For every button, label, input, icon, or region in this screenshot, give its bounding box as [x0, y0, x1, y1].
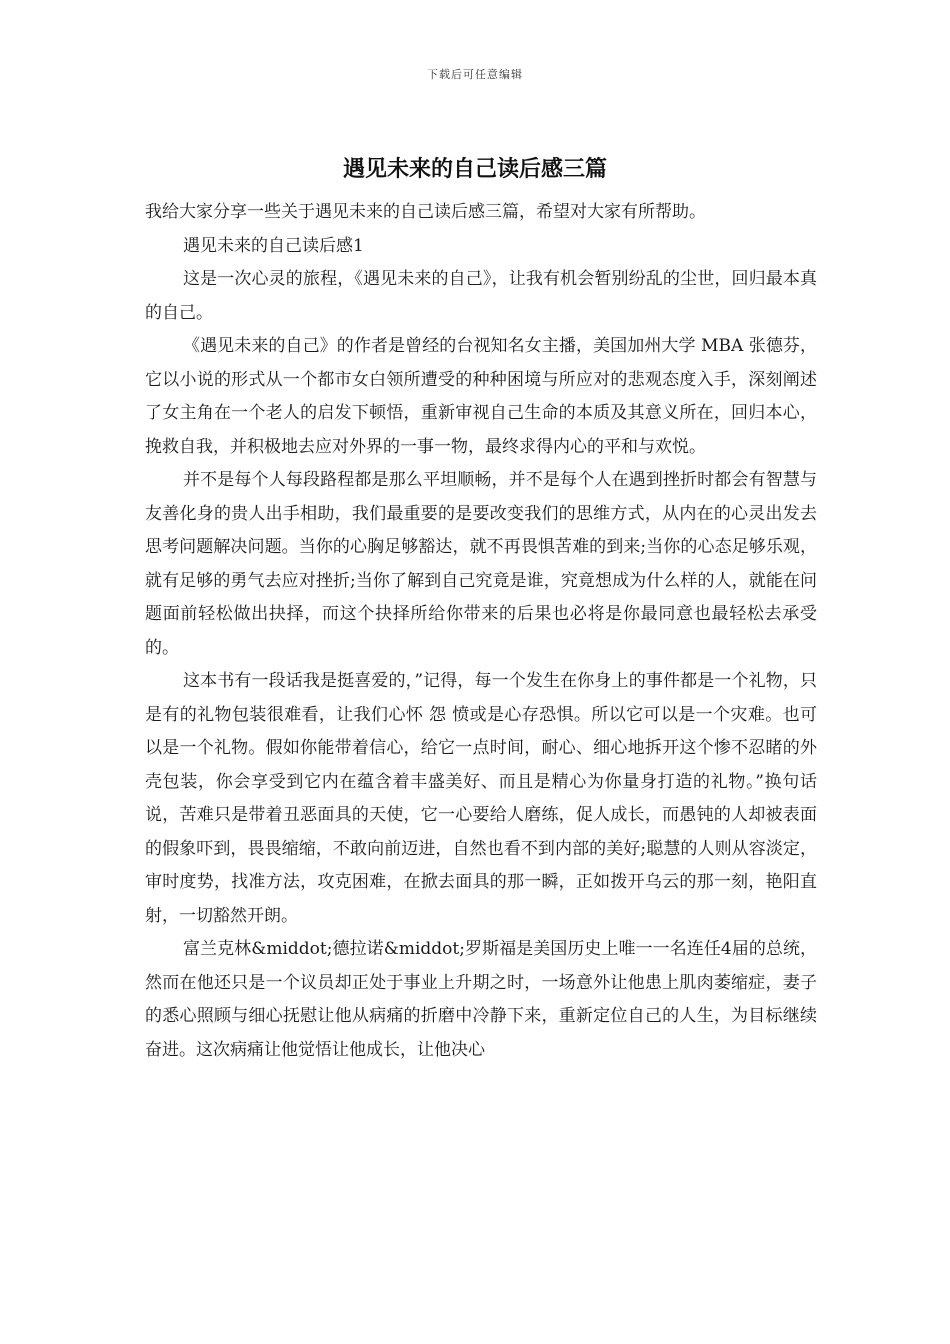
intro-paragraph: 我给大家分享一些关于遇见未来的自己读后感三篇，希望对大家有所帮助。 — [145, 202, 706, 222]
header-note: 下载后可任意编辑 — [427, 68, 523, 81]
document-body — [145, 196, 817, 1067]
body-paragraph: 这本书有一段话我是挺喜爱的，”记得，每一个发生在你身上的事件都是一个礼物，只是有的礼物包装很难看，让我们心怀 怨 愤或是心存恐惧。所以它可以是一个灾难。也可以是一个礼物。假如你能带着信心，给它一点时间，耐心、细心地拆开这个惨不忍睹的外壳包装，你会享受到它内在蕴含着丰盛美好、而且是精心为你量身打造的礼物。”换句话说，苦难只是带着丑恶面具的天使，它一心要给人磨练，促人成长，而愚钝的人却被表面的假象吓到，畏畏缩缩，不敢向前迈进，自然也看不到内部的美好;聪慧的人则从容淡定，审时度势，找准方法，攻克困难，在掀去面具的那一瞬，正如拨开乌云的那一刻，艳阳直射，一切豁然开朗。 — [145, 671, 817, 926]
body-paragraph: 这是一次心灵的旅程，《遇见未来的自己》，让我有机会暂别纷乱的尘世，回归最本真的自己。 — [145, 269, 817, 323]
body-paragraph: 富兰克林&middot;德拉诺&middot;罗斯福是美国历史上唯一一名连任4届的总统，然而在他还只是一个议员却正处于事业上升期之时，一场意外让他患上肌肉萎缩症，妻子的悉心照顾与细心抚慰让他从病痛的折磨中冷静下来，重新定位自己的人生，为目标继续奋进。这次病痛让他觉悟让他成长，让他决心 — [145, 939, 817, 1060]
section-heading: 遇见未来的自己读后感1 — [183, 235, 364, 256]
document-title: 遇见未来的自己读后感三篇 — [342, 157, 607, 182]
body-paragraph: 《遇见未来的自己》的作者是曾经的台视知名女主播，美国加州大学 MBA 张德芬，它以小说的形式从一个都市女白领所遭受的种种困境与所应对的悲观态度入手，深刻阐述了女主角在一个老人的启发下顿悟，重新审视自己生命的本质及其意义所在，回归本心，挽救自我，并积极地去应对外界的一事一物，最终求得内心的平和与欢悦。 — [145, 336, 817, 457]
body-paragraph: 并不是每个人每段路程都是那么平坦顺畅，并不是每个人在遇到挫折时都会有智慧与友善化身的贵人出手相助，我们最重要的是要改变我们的思维方式，从内在的心灵出发去思考问题解决问题。当你的心胸足够豁达，就不再畏惧苦难的到来;当你的心态足够乐观，就有足够的勇气去应对挫折;当你了解到自己究竟是谁，究竟想成为什么样的人，就能在问题面前轻松做出抉择，而这个抉择所给你带来的后果也必将是你最同意也最轻松去承受的。 — [145, 470, 817, 658]
